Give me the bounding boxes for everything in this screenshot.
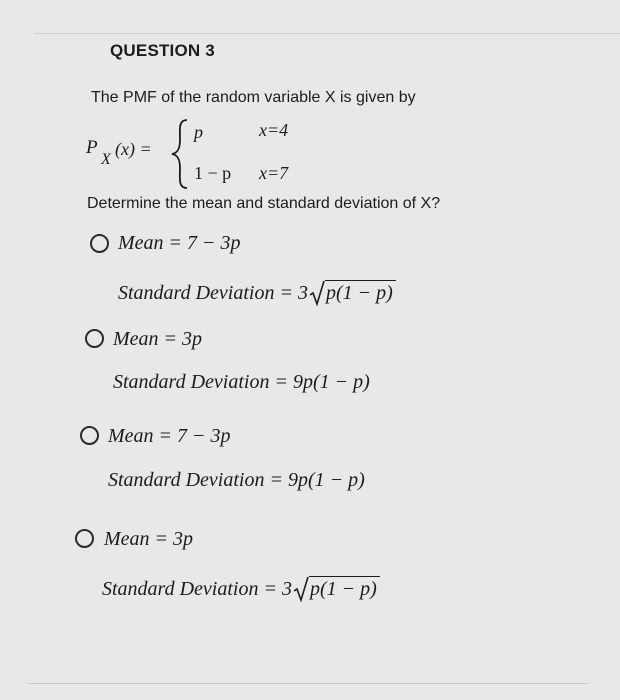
square-root-icon xyxy=(293,576,380,602)
top-divider xyxy=(34,33,620,34)
radio-button-icon[interactable] xyxy=(85,329,104,348)
option-standard-deviation: Standard Deviation = 9p(1 − p) xyxy=(113,371,370,393)
option-standard-deviation xyxy=(102,576,380,602)
square-root-icon xyxy=(309,280,396,306)
bottom-divider xyxy=(28,683,588,684)
pmf-case1-condition: x=4 xyxy=(259,120,289,140)
question-prompt: The PMF of the random variable X is given by xyxy=(91,89,416,106)
sd-radicand: p(1 − p) xyxy=(325,280,396,306)
radio-button-icon[interactable] xyxy=(75,529,94,548)
option-mean: Mean = 7 − 3p xyxy=(118,232,241,254)
pmf-argument: (x) = xyxy=(115,139,152,159)
pmf-symbol: P xyxy=(86,137,98,158)
option-standard-deviation xyxy=(118,280,396,306)
pmf-case1-value: p xyxy=(194,122,203,142)
option-mean: Mean = 3p xyxy=(104,528,194,550)
option-standard-deviation: Standard Deviation = 9p(1 − p) xyxy=(108,469,365,491)
pmf-case2-condition: x=7 xyxy=(259,163,289,183)
question-ask: Determine the mean and standard deviation of X? xyxy=(87,195,441,212)
sd-prefix: Standard Deviation = 3 xyxy=(118,281,308,304)
option-mean: Mean = 3p xyxy=(113,328,203,350)
pmf-case2-value: 1 − p xyxy=(194,163,232,183)
option-mean: Mean = 7 − 3p xyxy=(108,425,231,447)
question-title: QUESTION 3 xyxy=(110,41,215,60)
radio-button-icon[interactable] xyxy=(90,234,109,253)
sd-radicand: p(1 − p) xyxy=(309,576,380,602)
pmf-subscript: X xyxy=(101,151,111,168)
sd-prefix: Standard Deviation = 3 xyxy=(102,577,292,600)
pmf-lhs xyxy=(86,137,152,168)
left-brace-icon xyxy=(170,118,190,190)
pmf-formula xyxy=(86,118,346,193)
radio-button-icon[interactable] xyxy=(80,426,99,445)
